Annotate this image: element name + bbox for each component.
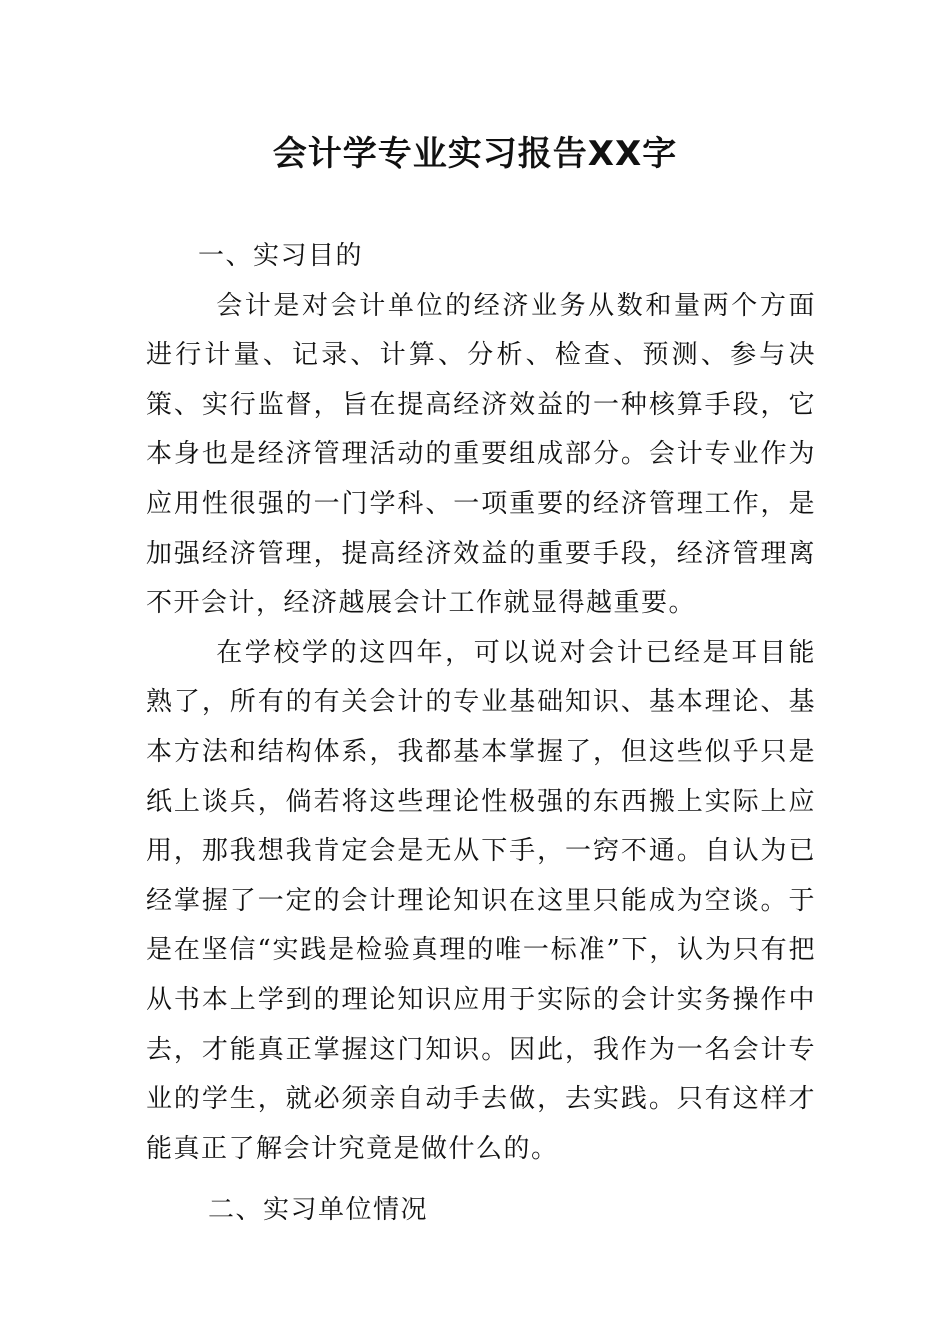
paragraph-accounting-definition: 会计是对会计单位的经济业务从数和量两个方面进行计量、记录、计算、分析、检查、预测、参与决策、实行监督，旨在提高经济效益的一种核算手段，它本身也是经济管理活动的重要组成部分。会计专业作为应用性很强的一门学科、一项重要的经济管理工作，是加强经济管理，提高经济效益的重要手段，经济管理离不开会计，经济越展会计工作就显得越重要。 xyxy=(146,290,816,619)
section-heading-unit: 二、实习单位情况 xyxy=(208,1195,429,1226)
paragraph-four-years-study: 在学校学的这四年，可以说对会计已经是耳目能熟了，所有的有关会计的专业基础知识、基本理论、基本方法和结构体系，我都基本掌握了，但这些似乎只是纸上谈兵，倘若将这些理论性极强的东西搬上实际上应用，那我想我肯定会是无从下手，一窍不通。自认为已经掌握了一定的会计理论知识在这里只能成为空谈。于是在坚信“实践是检验真理的唯一标准”下，认为只有把从书本上学到的理论知识应用于实际的会计实务操作中去，才能真正掌握这门知识。因此，我作为一名会计专业的学生，就必须亲自动手去做，去实践。只有这样才能真正了解会计究竟是做什么的。 xyxy=(146,637,816,1164)
section-heading-purpose: 一、实习目的 xyxy=(198,241,364,271)
document-title: 会计学专业实习报告XX字 xyxy=(272,134,678,174)
document-body xyxy=(146,232,816,1236)
